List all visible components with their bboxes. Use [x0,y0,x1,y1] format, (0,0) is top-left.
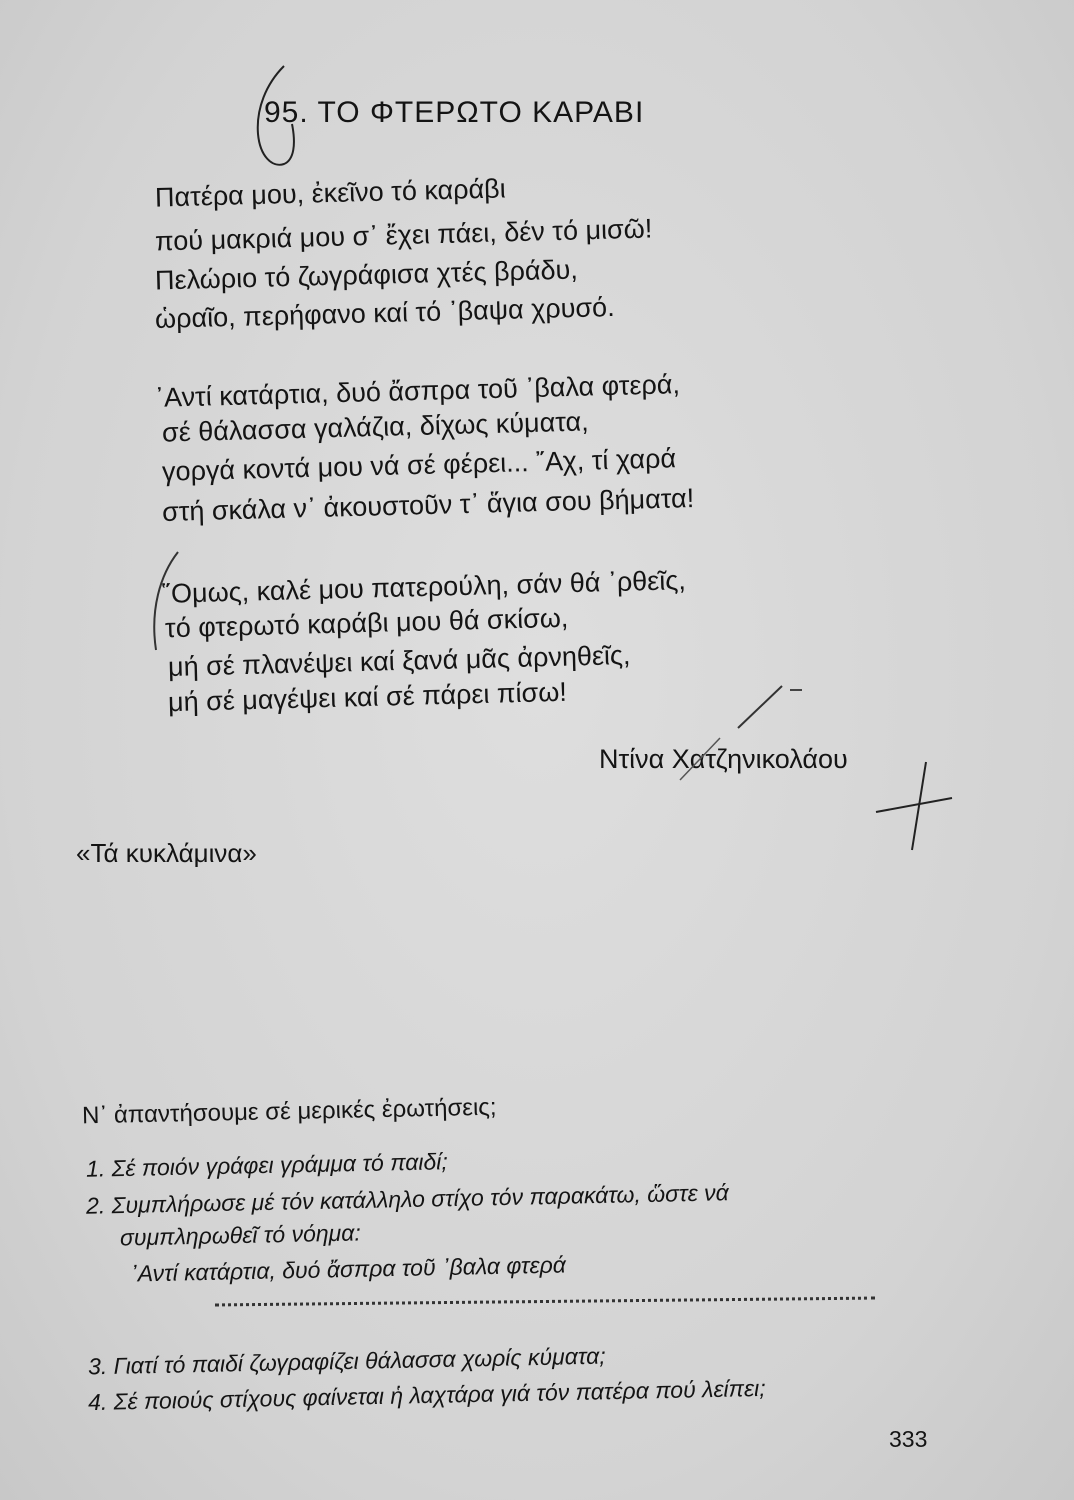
poem-title-text: . ΤΟ ΦΤΕΡΩΤΟ ΚΑΡΑΒΙ [299,96,645,129]
verse-line: ᾽Αντί κατάρτια, δυό ἄσπρα τοῦ ᾽βαλα φτερά, [154,369,681,413]
verse-line: στή σκάλα ν᾽ ἀκουστοῦν τ᾽ ἅγια σου βήματα! [161,483,695,527]
slash-mark [738,686,782,728]
verse-line: Πελώριο τό ζωγράφισα χτές βράδυ, [154,254,579,296]
question-2-line-2: συμπληρωθεῖ τό νόημα: [119,1219,361,1251]
question-2-line-1: 2. Συμπλήρωσε μέ τόν κατάλληλο στίχο τόν παρακάτω, ὥστε νά [85,1179,729,1219]
poem-number-text: 95 [264,96,300,129]
verse-line: γοργά κοντά μου νά σέ φέρει... ῎Αχ, τί χαρά [161,443,677,487]
verse-line: Πατέρα μου, ἐκεῖνο τό καράβι [154,173,506,213]
bracket-mark [154,552,178,650]
question-4: 4. Σέ ποιούς στίχους φαίνεται ἡ λαχτάρα γιά τόν πατέρα πού λείπει; [87,1374,766,1416]
slash-mark-2 [680,738,720,780]
cross-mark-vertical [912,762,926,850]
question-2-line-3: ᾽Αντί κατάρτια, δυό ἄσπρα τοῦ ᾽βαλα φτερά [129,1251,567,1287]
verse-line: ῞Ομως, καλέ μου πατερούλη, σάν θά ᾽ρθεῖς, [161,565,687,609]
question-1: 1. Σέ ποιόν γράφει γράμμα τό παιδί; [85,1148,449,1182]
verse-line: τό φτερωτό καράβι μου θά σκίσω, [164,602,569,644]
questions-heading: Ν᾽ ἀπαντήσουμε σέ μερικές ἐρωτήσεις; [81,1093,497,1130]
poem-source: «Τά κυκλάμινα» [76,838,257,868]
verse-line: μή σέ πλανέψει καί ξανά μᾶς ἀρνηθεῖς, [167,639,631,683]
verse-line: ὡραῖο, περήφανο καί τό ᾽βαψα χρυσό. [154,291,615,335]
verse-line: σέ θάλασσα γαλάζια, δίχως κύματα, [161,406,590,448]
verse-line: μή σέ μαγέψει καί σέ πάρει πίσω! [167,676,568,718]
page-number: 333 [889,1426,928,1452]
verse-line: πού μακριά μου σ᾽ ἔχει πάει, δέν τό μισῶ! [154,213,653,257]
cross-mark-horizontal [876,798,952,812]
poem-author: Ντίνα Χατζηνικολάου [599,744,848,774]
question-3: 3. Γιατί τό παιδί ζωγραφίζει θάλασσα χωρίς κύματα; [87,1342,606,1380]
